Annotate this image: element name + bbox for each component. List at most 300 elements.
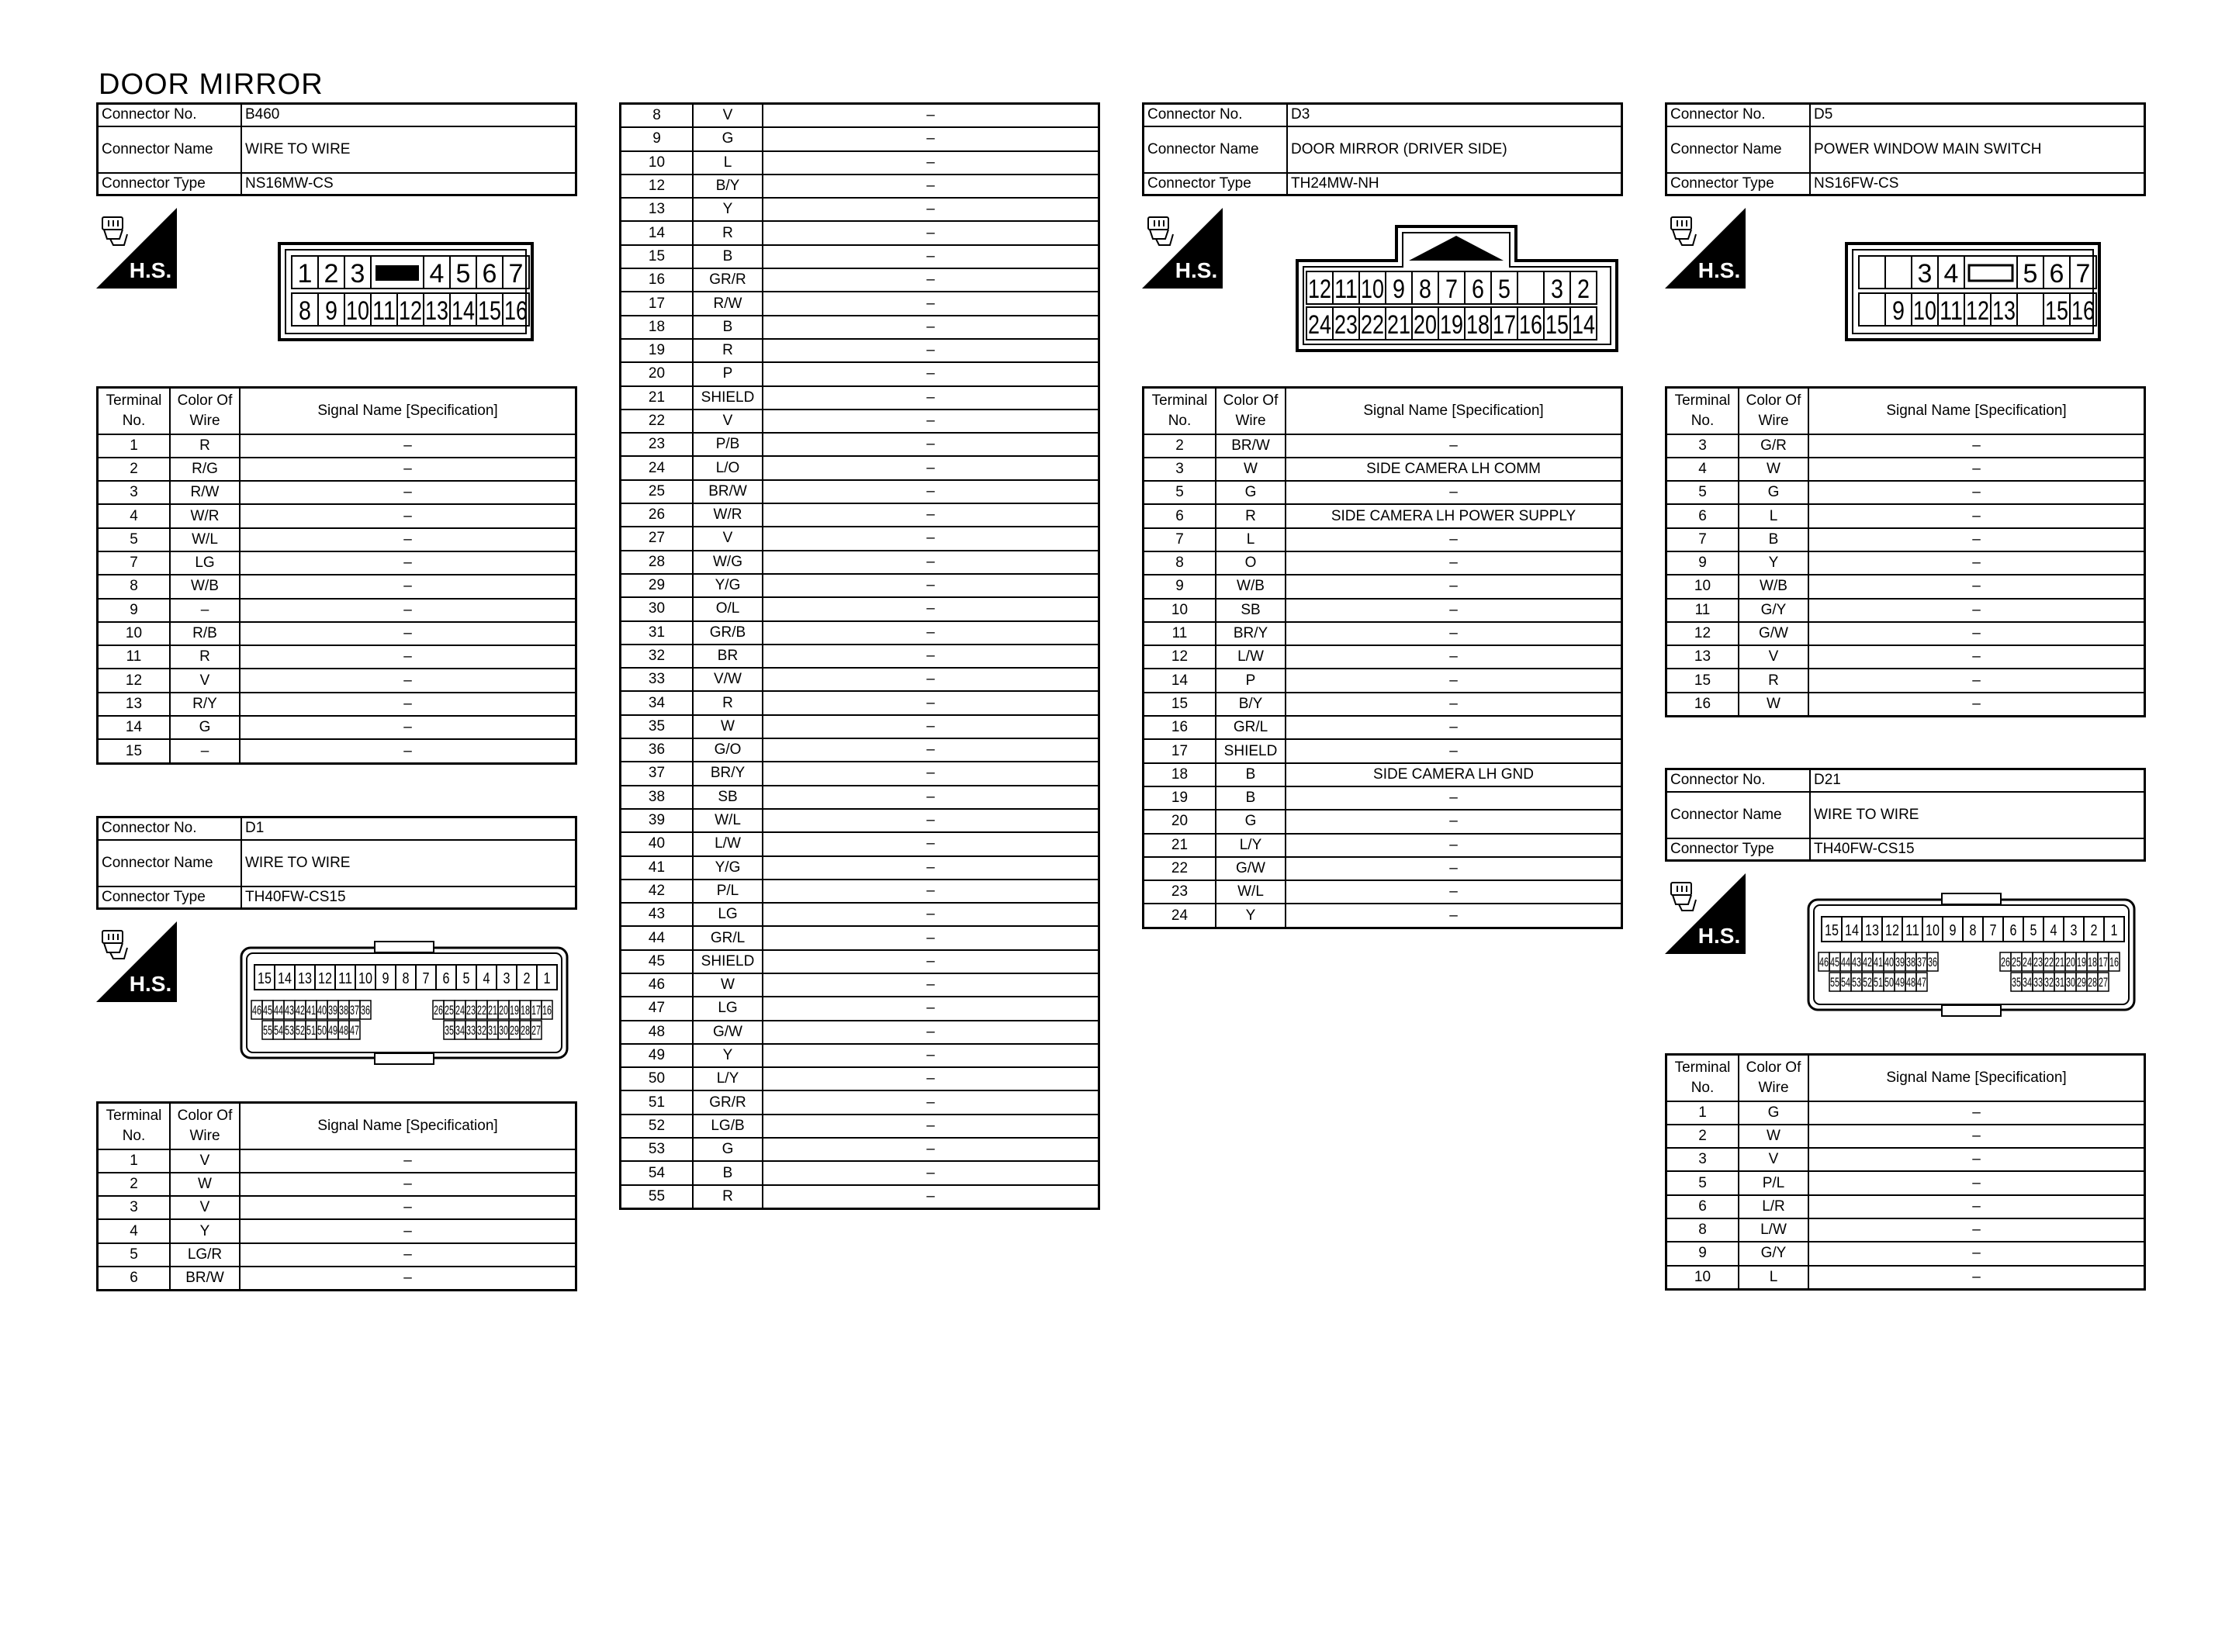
terminal-no-cell: 6	[1666, 1195, 1739, 1218]
table-row	[98, 575, 576, 598]
pin-number: 40	[1884, 955, 1894, 969]
d21-no: D21	[1810, 769, 2145, 792]
signal-name-cell: –	[763, 410, 1099, 433]
pin-number: 21	[1387, 310, 1410, 340]
wire-color-cell: Y	[693, 1044, 763, 1067]
signal-name-cell: –	[763, 1115, 1099, 1138]
pin-number: 43	[285, 1003, 294, 1018]
pin-number: 26	[2001, 955, 2010, 969]
pin-number: 46	[1819, 955, 1829, 969]
signal-name-cell: SIDE CAMERA LH COMM	[1286, 458, 1622, 481]
signal-name-cell: –	[1808, 504, 2145, 527]
pin-number: 12	[1308, 275, 1331, 304]
signal-name-cell: –	[240, 669, 576, 692]
wire-color-cell: –	[170, 599, 240, 622]
d21-connector-diagram	[1806, 890, 2137, 1023]
table-row	[621, 198, 1099, 221]
hs-label: H.S.	[1697, 258, 1741, 282]
terminal-no-cell: 44	[621, 926, 694, 949]
table-row	[621, 880, 1099, 903]
table-row	[1144, 693, 1622, 716]
terminal-no-cell: 51	[621, 1090, 694, 1114]
terminal-no-cell: 43	[621, 903, 694, 926]
pin-number: 15	[2045, 296, 2068, 326]
wire-color-cell: B/Y	[693, 175, 763, 198]
terminal-no-cell: 27	[621, 527, 694, 550]
pin-number: 2	[523, 970, 531, 987]
pin-number: 36	[361, 1003, 370, 1018]
signal-name-cell: –	[763, 1067, 1099, 1090]
terminal-no-cell: 10	[621, 151, 694, 175]
terminal-no-cell: 2	[98, 1173, 171, 1196]
signal-name-cell: –	[763, 527, 1099, 550]
wire-color-cell: R/B	[170, 622, 240, 645]
signal-name-cell: –	[1808, 1171, 2145, 1194]
pin-number: 21	[488, 1003, 497, 1018]
pin-number: 13	[425, 296, 448, 326]
harness-side-icon	[1665, 873, 1746, 954]
table-row	[1144, 857, 1622, 880]
wire-color-cell: B	[1216, 763, 1286, 786]
pin-number: 47	[1917, 975, 1926, 990]
pin-number: 36	[1928, 955, 1937, 969]
d1-header-table	[96, 816, 577, 910]
color-of-wire-header: Color Of Wire	[1739, 1055, 1808, 1101]
wire-color-cell: GR/L	[1216, 716, 1286, 739]
wire-color-cell: V	[693, 410, 763, 433]
table-row	[98, 551, 576, 575]
signal-name-cell: –	[1808, 528, 2145, 551]
connector-name-label: Connector Name	[1666, 126, 1811, 173]
pin-number: 12	[1885, 922, 1899, 939]
wire-color-cell: O	[1216, 551, 1286, 575]
d5-header-table	[1665, 102, 2146, 196]
table-row	[621, 1161, 1099, 1184]
signal-name-header: Signal Name [Specification]	[1286, 388, 1622, 434]
terminal-no-cell: 15	[621, 245, 694, 268]
pin-number: 3	[2070, 922, 2078, 939]
terminal-no-cell: 20	[621, 362, 694, 385]
signal-name-cell: –	[763, 339, 1099, 362]
d3-name: DOOR MIRROR (DRIVER SIDE)	[1287, 126, 1622, 173]
pin-number: 13	[298, 970, 312, 987]
table-row	[1666, 1195, 2145, 1218]
table-row	[621, 832, 1099, 855]
wire-color-cell: W/L	[693, 809, 763, 832]
pin-number: 5	[462, 970, 470, 987]
pin-number: 15	[1545, 310, 1569, 340]
pin-number: 20	[499, 1003, 508, 1018]
terminal-no-cell: 22	[621, 410, 694, 433]
pin-number: 12	[399, 296, 422, 326]
wire-color-cell: R	[170, 645, 240, 669]
pin-number: 31	[2055, 975, 2064, 990]
table-row	[98, 645, 576, 669]
pin-number: 16	[1519, 310, 1542, 340]
wire-color-cell: LG	[170, 551, 240, 575]
signal-name-cell: –	[1286, 551, 1622, 575]
signal-name-cell: –	[1286, 528, 1622, 551]
pin-number: 24	[455, 1003, 465, 1018]
pin-number: 41	[306, 1003, 316, 1018]
wire-color-cell: R/W	[170, 481, 240, 504]
terminal-no-cell: 17	[1144, 739, 1216, 762]
pin-number: 39	[328, 1003, 337, 1018]
terminal-no-cell: 11	[98, 645, 171, 669]
pin-number: 52	[1863, 975, 1872, 990]
wire-color-cell: R	[693, 691, 763, 714]
pin-number: 20	[1414, 310, 1437, 340]
signal-name-cell: –	[763, 832, 1099, 855]
d1-no: D1	[241, 817, 576, 840]
table-row	[621, 104, 1099, 128]
wire-color-cell: R	[1739, 669, 1808, 692]
connector-name-label: Connector Name	[1666, 792, 1811, 838]
wire-color-cell: R	[693, 339, 763, 362]
signal-name-cell: –	[1286, 739, 1622, 762]
wire-color-cell: Y	[1739, 551, 1808, 575]
table-row	[1144, 458, 1622, 481]
signal-name-cell: –	[763, 950, 1099, 973]
b460-connector-diagram	[278, 242, 534, 345]
terminal-no-cell: 15	[98, 739, 171, 763]
terminal-no-cell: 54	[621, 1161, 694, 1184]
table-row	[621, 503, 1099, 527]
wire-color-cell: V	[170, 1196, 240, 1219]
pin-number: 24	[2023, 955, 2032, 969]
harness-side-icon	[96, 921, 177, 1002]
wire-color-cell: –	[170, 739, 240, 763]
pin-number: 15	[478, 296, 501, 326]
table-row	[98, 716, 576, 739]
table-row	[621, 715, 1099, 738]
terminal-no-cell: 18	[1144, 763, 1216, 786]
wire-color-cell: Y/G	[693, 574, 763, 597]
terminal-no-cell: 2	[1144, 434, 1216, 458]
pin-number: 4	[2050, 922, 2057, 939]
pin-number: 6	[482, 259, 497, 289]
table-row	[621, 151, 1099, 175]
pin-number: 35	[2012, 975, 2021, 990]
table-row	[621, 127, 1099, 150]
signal-name-cell: –	[763, 574, 1099, 597]
pin-number: 33	[2033, 975, 2043, 990]
wire-color-cell: B/Y	[1216, 693, 1286, 716]
signal-name-cell: –	[763, 198, 1099, 221]
signal-name-cell: –	[1808, 434, 2145, 458]
terminal-no-cell: 13	[98, 693, 171, 716]
signal-name-cell: –	[240, 599, 576, 622]
signal-name-cell: –	[1808, 481, 2145, 504]
terminal-no-cell: 11	[1144, 622, 1216, 645]
table-row	[98, 458, 576, 481]
pin-number: 8	[1969, 922, 1977, 939]
wire-color-cell: R	[1216, 504, 1286, 527]
table-row	[1144, 904, 1622, 928]
signal-name-cell: –	[763, 1138, 1099, 1161]
wire-color-cell: V	[170, 1149, 240, 1173]
pin-number: 37	[1917, 955, 1926, 969]
table-row	[98, 528, 576, 551]
wire-color-cell: V	[693, 527, 763, 550]
signal-name-cell: –	[763, 292, 1099, 315]
wire-color-cell: B	[1216, 786, 1286, 810]
wire-color-cell: L/Y	[693, 1067, 763, 1090]
terminal-no-cell: 19	[1144, 786, 1216, 810]
wire-color-cell: LG/R	[170, 1243, 240, 1267]
table-row	[621, 1115, 1099, 1138]
terminal-no-cell: 40	[621, 832, 694, 855]
terminal-no-cell: 12	[1144, 645, 1216, 669]
d1-type: TH40FW-CS15	[241, 886, 576, 909]
signal-name-cell: –	[763, 903, 1099, 926]
table-row	[621, 1044, 1099, 1067]
terminal-no-cell: 9	[1666, 1242, 1739, 1265]
table-row	[621, 362, 1099, 385]
wire-color-cell: BR/W	[170, 1267, 240, 1291]
terminal-no-cell: 30	[621, 597, 694, 620]
wire-color-cell: V	[170, 669, 240, 692]
terminal-no-cell: 13	[1666, 645, 1739, 669]
terminal-no-cell: 1	[1666, 1101, 1739, 1125]
wire-color-cell: G/Y	[1739, 1242, 1808, 1265]
pin-number: 3	[350, 259, 365, 289]
pin-number: 29	[510, 1023, 519, 1038]
pin-number: 30	[499, 1023, 508, 1038]
terminal-no-cell: 28	[621, 551, 694, 574]
wire-color-cell: W/B	[170, 575, 240, 598]
signal-name-cell: –	[763, 127, 1099, 150]
wire-color-cell: W	[1739, 458, 1808, 481]
terminal-no-cell: 14	[98, 716, 171, 739]
table-row	[98, 1243, 576, 1267]
signal-name-cell: –	[1808, 1218, 2145, 1242]
pin-number: 17	[1493, 310, 1516, 340]
signal-name-cell: –	[763, 433, 1099, 456]
signal-name-cell: –	[763, 456, 1099, 479]
signal-name-cell: –	[240, 1173, 576, 1196]
pin-number: 32	[477, 1023, 486, 1038]
table-row	[1144, 810, 1622, 833]
pin-number: 14	[1572, 310, 1595, 340]
pin-number: 2	[324, 259, 339, 289]
wire-color-cell: W/L	[170, 528, 240, 551]
wire-color-cell: L	[1739, 1266, 1808, 1290]
pin-number: 28	[521, 1023, 530, 1038]
terminal-no-cell: 26	[621, 503, 694, 527]
hs-label: H.S.	[129, 972, 172, 996]
signal-name-cell: –	[763, 926, 1099, 949]
wire-color-cell: V	[1739, 645, 1808, 669]
signal-name-cell: –	[1808, 551, 2145, 575]
connector-type-label: Connector Type	[98, 886, 242, 909]
table-row	[621, 950, 1099, 973]
terminal-no-header: Terminal No.	[1666, 388, 1739, 434]
pin-number: 13	[1865, 922, 1879, 939]
pin-number: 10	[346, 296, 369, 326]
terminal-no-cell: 4	[1666, 458, 1739, 481]
wire-color-cell: Y	[1216, 904, 1286, 928]
pin-number: 7	[1445, 275, 1458, 304]
terminal-no-header: Terminal No.	[1666, 1055, 1739, 1101]
terminal-no-cell: 16	[1666, 693, 1739, 717]
table-row	[98, 1149, 576, 1173]
terminal-no-cell: 24	[1144, 904, 1216, 928]
pin-number: 5	[455, 259, 471, 289]
pin-number: 10	[1913, 296, 1936, 326]
pin-number: 44	[1841, 955, 1850, 969]
pin-number: 7	[1989, 922, 1997, 939]
wire-color-cell: O/L	[693, 597, 763, 620]
pin-number: 23	[466, 1003, 476, 1018]
pin-number: 16	[2109, 955, 2119, 969]
pin-number: 27	[531, 1023, 541, 1038]
wire-color-cell: R/G	[170, 458, 240, 481]
table-row	[98, 1267, 576, 1291]
signal-name-header: Signal Name [Specification]	[240, 1103, 576, 1149]
terminal-no-cell: 16	[1144, 716, 1216, 739]
table-row	[1144, 551, 1622, 575]
table-row	[621, 551, 1099, 574]
table-row	[621, 1138, 1099, 1161]
pin-number: 45	[263, 1003, 272, 1018]
pin-number: 49	[1895, 975, 1905, 990]
signal-name-cell: –	[763, 809, 1099, 832]
terminal-no-cell: 34	[621, 691, 694, 714]
signal-name-cell: –	[1286, 880, 1622, 904]
wire-color-cell: G	[1216, 481, 1286, 504]
wire-color-cell: W	[693, 973, 763, 997]
table-row	[1666, 551, 2145, 575]
table-row	[621, 856, 1099, 880]
signal-name-cell: –	[763, 1021, 1099, 1044]
pin-number: 3	[1917, 259, 1933, 289]
d3-type: TH24MW-NH	[1287, 173, 1622, 195]
pin-number: 38	[1906, 955, 1915, 969]
table-row	[621, 386, 1099, 410]
signal-name-header: Signal Name [Specification]	[1808, 388, 2145, 434]
table-row	[621, 527, 1099, 550]
pin-number: 5	[2030, 922, 2037, 939]
d3-connector-diagram	[1294, 223, 1620, 358]
pin-number: 26	[434, 1003, 443, 1018]
pin-number: 19	[510, 1003, 519, 1018]
wire-color-cell: G/W	[693, 1021, 763, 1044]
harness-side-icon	[96, 208, 177, 289]
pin-number: 24	[1308, 310, 1331, 340]
pin-number: 52	[296, 1023, 305, 1038]
connector-no-label: Connector No.	[1666, 104, 1811, 126]
pin-number: 9	[382, 970, 389, 987]
pin-number: 1	[543, 970, 551, 987]
wire-color-cell: SB	[1216, 599, 1286, 622]
terminal-no-cell: 36	[621, 738, 694, 762]
pin-number: 42	[296, 1003, 305, 1018]
pin-number: 50	[1884, 975, 1894, 990]
pin-number: 34	[2023, 975, 2032, 990]
pin-number: 12	[318, 970, 332, 987]
pin-number: 11	[338, 970, 352, 987]
wire-color-cell: G/W	[1216, 857, 1286, 880]
table-row	[98, 622, 576, 645]
pin-number: 53	[1852, 975, 1861, 990]
wire-color-cell: W	[170, 1173, 240, 1196]
pin-number: 18	[521, 1003, 530, 1018]
table-row	[621, 973, 1099, 997]
connector-type-label: Connector Type	[1666, 173, 1811, 195]
terminal-no-cell: 10	[1666, 575, 1739, 598]
d5-connector-diagram	[1845, 242, 2101, 345]
pin-number: 40	[317, 1003, 327, 1018]
b460-name: WIRE TO WIRE	[241, 126, 576, 173]
pin-number: 22	[477, 1003, 486, 1018]
table-row	[98, 1173, 576, 1196]
pin-number: 19	[2077, 955, 2086, 969]
table-row	[1666, 504, 2145, 527]
wire-color-cell: L	[693, 151, 763, 175]
table-row	[98, 669, 576, 692]
pin-number: 7	[2075, 259, 2091, 289]
signal-name-cell: –	[1808, 599, 2145, 622]
signal-name-cell: –	[1286, 434, 1622, 458]
wire-color-cell: P/B	[693, 433, 763, 456]
signal-name-cell: –	[240, 575, 576, 598]
hs-label: H.S.	[1697, 924, 1741, 948]
signal-name-cell: –	[240, 458, 576, 481]
table-row	[621, 926, 1099, 949]
signal-name-cell: –	[1286, 810, 1622, 833]
table-row	[621, 1021, 1099, 1044]
signal-name-cell: –	[1808, 575, 2145, 598]
wire-color-cell: P/L	[693, 880, 763, 903]
pin-number: 4	[483, 970, 490, 987]
terminal-no-cell: 8	[98, 575, 171, 598]
d5-name: POWER WINDOW MAIN SWITCH	[1810, 126, 2145, 173]
connector-no-label: Connector No.	[1144, 104, 1288, 126]
terminal-no-cell: 52	[621, 1115, 694, 1138]
b460-terminal-table	[96, 386, 577, 765]
terminal-no-cell: 3	[98, 481, 171, 504]
table-row	[1144, 575, 1622, 598]
pin-number: 51	[306, 1023, 316, 1038]
table-row	[1666, 1218, 2145, 1242]
wire-color-cell: V	[1739, 1148, 1808, 1171]
signal-name-cell: –	[763, 480, 1099, 503]
table-row	[1144, 481, 1622, 504]
signal-name-cell: –	[240, 1243, 576, 1267]
table-row	[621, 268, 1099, 292]
wire-color-cell: BR/W	[693, 480, 763, 503]
wire-color-cell: LG	[693, 997, 763, 1020]
connector-name-label: Connector Name	[1144, 126, 1288, 173]
terminal-no-cell: 15	[1144, 693, 1216, 716]
terminal-no-cell: 24	[621, 456, 694, 479]
d3-header-table	[1142, 102, 1623, 196]
signal-name-cell: –	[240, 551, 576, 575]
signal-name-cell: –	[763, 597, 1099, 620]
terminal-no-cell: 8	[621, 104, 694, 128]
table-row	[621, 456, 1099, 479]
signal-name-cell: –	[1286, 575, 1622, 598]
signal-name-cell: –	[763, 151, 1099, 175]
b460-type: NS16MW-CS	[241, 173, 576, 195]
signal-name-cell: –	[763, 645, 1099, 668]
table-row	[621, 316, 1099, 339]
wire-color-cell: L/O	[693, 456, 763, 479]
wire-color-cell: L/W	[693, 832, 763, 855]
wire-color-cell: G	[693, 1138, 763, 1161]
signal-name-cell: –	[763, 973, 1099, 997]
